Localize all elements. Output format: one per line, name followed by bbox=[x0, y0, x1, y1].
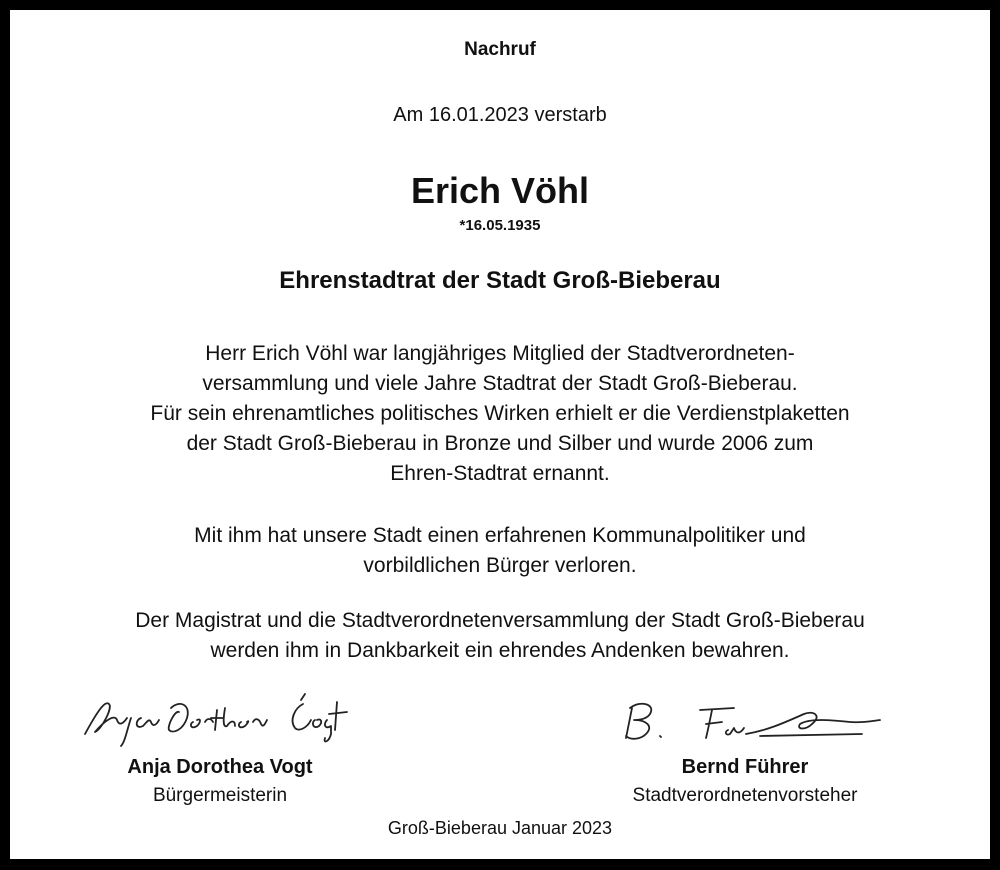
signatory-name: Bernd Führer bbox=[681, 756, 809, 778]
loss-paragraph bbox=[10, 521, 990, 581]
text-line: werden ihm in Dankbarkeit ein ehrendes Andenken bewahren. bbox=[210, 639, 790, 662]
handwritten-signature-fuehrer bbox=[600, 690, 890, 752]
text-line: vorbildlichen Bürger verloren. bbox=[363, 554, 637, 577]
birth-date: *16.05.1935 bbox=[459, 217, 541, 234]
deceased-name: Erich Vöhl bbox=[410, 170, 590, 211]
memorial-paragraph bbox=[10, 606, 990, 666]
signatory-council-chair bbox=[590, 690, 900, 807]
signatory-mayor bbox=[60, 690, 380, 807]
signatory-title: Bürgermeisterin bbox=[152, 785, 288, 806]
text-line: Mit ihm hat unsere Stadt einen erfahrenen Kommunalpolitiker und bbox=[194, 524, 806, 547]
signatory-name: Anja Dorothea Vogt bbox=[127, 756, 313, 778]
text-line: Der Magistrat und die Stadtverordnetenversammlung der Stadt Groß-Bieberau bbox=[135, 609, 865, 632]
biography-paragraph bbox=[10, 339, 990, 489]
handwritten-signature-vogt bbox=[75, 690, 365, 752]
text-line: der Stadt Groß-Bieberau in Bronze und Silber und wurde 2006 zum bbox=[186, 432, 814, 455]
text-line: Herr Erich Vöhl war langjähriges Mitglied der Stadtverordneten- bbox=[205, 342, 795, 365]
obituary-notice bbox=[10, 10, 990, 859]
death-date-line: Am 16.01.2023 verstarb bbox=[393, 104, 607, 126]
signatory-title: Stadtverordnetenvorsteher bbox=[632, 785, 858, 806]
text-line: Für sein ehrenamtliches politisches Wirken erhielt er die Verdienstplaketten bbox=[150, 402, 850, 425]
place-and-date: Groß-Bieberau Januar 2023 bbox=[387, 818, 613, 838]
text-line: Ehren-Stadtrat ernannt. bbox=[390, 462, 610, 485]
notice-heading: Nachruf bbox=[464, 39, 536, 60]
honorary-role: Ehrenstadtrat der Stadt Groß-Bieberau bbox=[279, 267, 721, 294]
text-line: versammlung und viele Jahre Stadtrat der Stadt Groß-Bieberau. bbox=[202, 372, 798, 395]
